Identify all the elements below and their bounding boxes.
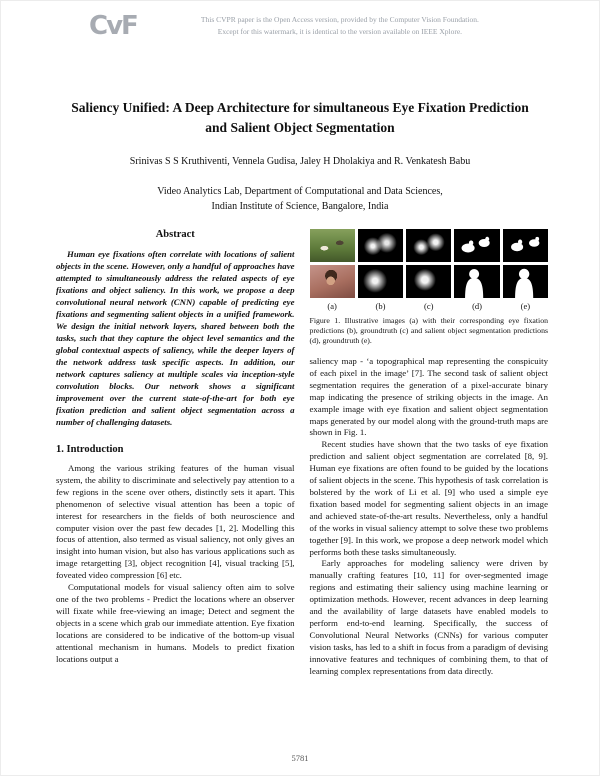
- paper-title-line2: and Salient Object Segmentation: [205, 120, 395, 136]
- right-column-paragraph-2: Recent studies have shown that the two tasks of eye fixation prediction and salient object segmentation are correlated [8, 9]. Human eye fixations are often found to be guided by the locations of salient objects in the scene. This hypothesis of task correlation is bolstered by the work of Li et al. [9] who used a simple eye fixation based model for segmenting salient objects in an image and achieved state-of-the-art results. Nevertheless, only a handful of the works in visual saliency attempt to solve these two problems together [9]. In this work, we propose a deep network model which performs both these tasks simultaneously.: [309, 439, 548, 557]
- figure1-fixation-prediction-row1: [358, 229, 403, 262]
- affiliation-line2: Indian Institute of Science, Bangalore, India: [211, 200, 389, 212]
- introduction-paragraph-1: Among the various striking features of the human visual system, the ability to discriminate and selectively pay attention to a few regions in the scene over others, distinctly sets it apart. This phenomenon of selective visual attention has been a topic of interest for researchers in the fields of both neuroscience and computer vision over the past few decades [1, 2]. Modelling this focus of attention, also termed as visual saliency, not only gives an insight into human vision, but also has various applications such as image retargetting [3], object recognition [4], visual tracking [5], foveated video compression [6] etc.: [56, 463, 295, 581]
- paper-title-line1: Saliency Unified: A Deep Architecture for simultaneous Eye Fixation Prediction: [71, 100, 529, 115]
- right-column-paragraph-3: Early approaches for modeling saliency were driven by manually crafting features [10, 11] for over-segmented image regions and estimating their saliency using machine learning or optimization methods. However, recent advances in deep learning and the availability of large datasets have enabled models to perform end-to-end learning. Specifically, the success of Convolutional Neural Networks (CNNs) for various computer vision tasks, has led to a shift in focus from a paradigm of devising innovative features and techniques of combining them, to that of learning complex representations from data directly.: [309, 558, 548, 676]
- introduction-paragraph-2: Computational models for visual saliency often aim to solve one of the two problems - Predict the locations where an observer will fixate while free-viewing an image; Detect and segment the objects in a scene which grab our immediate attention. Eye fixation locations are considered to be indicative of the bottom-up visual attentional mechanism in humans. Models to predict fixation locations output a: [56, 582, 295, 664]
- left-column: [56, 227, 295, 677]
- figure1-column-labels: [310, 301, 549, 311]
- right-column-paragraph-1: saliency map - ‘a topographical map representing the conspicuity of each pixel in the image’ [7]. The second task of salient object segmentation requires the generation of a pixel-accurate binary map indicating the presence of striking objects in the image. An example image with eye fixation and salient object segmentation maps generated by our model along with the ground-truth maps are shown in Fig. 1.: [309, 356, 548, 438]
- section-heading-introduction: 1. Introduction: [56, 444, 124, 455]
- figure-1: [310, 229, 549, 346]
- figure1-segmentation-prediction-row2: [454, 265, 499, 298]
- watermark-line2: Except for this watermark, it is identical to the version available on IEEE Xplore.: [217, 27, 463, 36]
- figure1-input-image-row2: [310, 265, 355, 298]
- affiliation-line1: Video Analytics Lab, Department of Computational and Data Sciences,: [157, 186, 443, 197]
- page-number: 5781: [291, 753, 309, 763]
- authors-line: Srinivas S S Kruthiventi, Vennela Gudisa, Jaley H Dholakiya and R. Venkatesh Babu: [129, 156, 471, 167]
- figure1-segmentation-groundtruth-row1: [503, 229, 548, 262]
- figure1-segmentation-prediction-row1: [454, 229, 499, 262]
- figure1-label-e: (e): [520, 301, 531, 311]
- figure1-fixation-groundtruth-row2: [406, 265, 451, 298]
- figure1-label-d: (d): [472, 301, 482, 311]
- figure1-caption: Figure 1. Illustrative images (a) with their corresponding eye fixation predictions (b), groundtruth (c) and salient object segmentation predictions (d), groundtruth (e).: [309, 316, 548, 345]
- watermark-text: [151, 14, 529, 38]
- figure1-fixation-prediction-row2: [358, 265, 403, 298]
- figure1-fixation-groundtruth-row1: [406, 229, 451, 262]
- right-column: [310, 227, 549, 677]
- abstract-heading: Abstract: [155, 229, 195, 240]
- figure1-label-a: (a): [327, 301, 337, 311]
- figure1-segmentation-groundtruth-row2: [503, 265, 548, 298]
- two-column-body: [56, 227, 548, 677]
- figure1-input-image-row1: [310, 229, 355, 262]
- figure1-label-b: (b): [375, 301, 386, 311]
- figure1-image-grid: [310, 229, 549, 298]
- figure1-label-c: (c): [424, 301, 434, 311]
- watermark-bar: [89, 13, 529, 39]
- watermark-line1: This CVPR paper is the Open Access version, provided by the Computer Vision Foundation.: [200, 15, 479, 24]
- paper-title: [36, 98, 564, 139]
- abstract-text: Human eye fixations often correlate with locations of salient objects in the scene. However, only a handful of approaches have attempted to simultaneously address the related aspects of eye fixations and object saliency. In this work, we propose a deep convolutional neural network (CNN) capable of predicting eye fixations and segmenting salient objects in a unified framework. We design the initial network layers, shared between both the tasks, such that they capture the object level semantics and the global contextual aspects of saliency, while the deeper layers of the network address task specific aspects. In addition, our network captures saliency at multiple scales via inception-style convolution blocks. Our network shows a significant improvement over the current state-of-the-art for both eye fixation prediction and salient object segmentation across a number of challenging datasets.: [56, 249, 295, 427]
- cvf-logo: CvF: [89, 11, 137, 41]
- affiliation-block: [36, 169, 564, 213]
